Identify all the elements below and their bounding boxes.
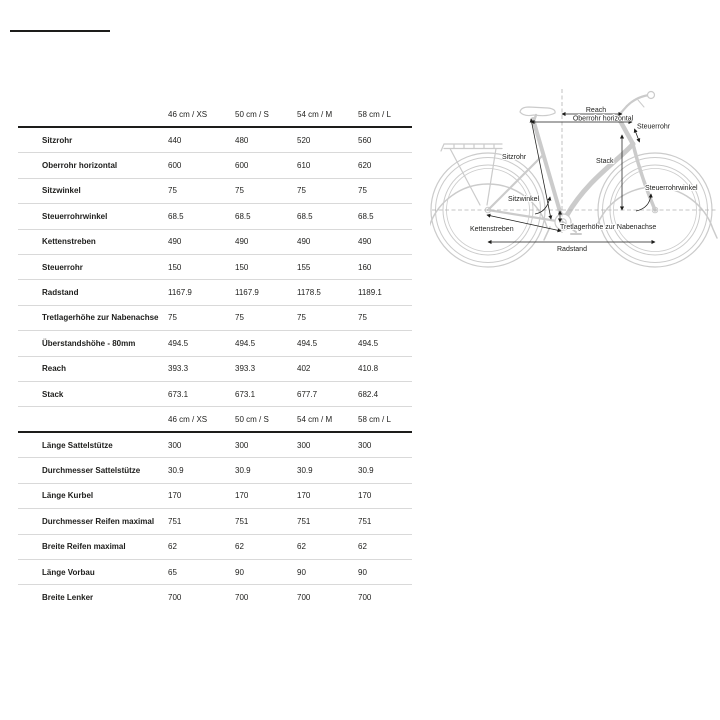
row-label: Stack	[42, 389, 64, 399]
cell-value: 90	[297, 567, 306, 577]
steuerrohr-arrow	[635, 129, 640, 142]
column-header: 50 cm / S	[235, 414, 269, 424]
cell-value: 62	[168, 542, 177, 552]
row-label: Reach	[42, 364, 67, 374]
cell-value: 75	[235, 313, 244, 323]
cell-value: 75	[297, 186, 306, 196]
table-row	[18, 280, 412, 305]
cell-value: 68.5	[297, 211, 313, 221]
table-row	[18, 331, 412, 356]
cell-value: 75	[297, 313, 306, 323]
row-label: Tretlagerhöhe zur Nabenachse	[42, 313, 159, 323]
cell-value: 494.5	[235, 338, 256, 348]
cell-value: 1178.5	[297, 288, 321, 298]
cell-value: 700	[297, 593, 311, 603]
chain-stay	[488, 210, 563, 222]
stem	[618, 106, 627, 116]
table-row	[18, 178, 412, 203]
cell-value: 393.3	[235, 364, 256, 374]
cell-value: 620	[358, 161, 372, 171]
table-row	[18, 559, 412, 584]
cell-value: 68.5	[358, 211, 374, 221]
table-row	[18, 381, 412, 406]
bike-geometry-diagram	[430, 85, 720, 270]
column-header: 50 cm / S	[235, 109, 269, 119]
cell-value: 600	[235, 161, 249, 171]
cell-value: 68.5	[235, 211, 251, 221]
cell-value: 300	[168, 440, 182, 450]
cell-value: 62	[235, 542, 244, 552]
cell-value: 1167.9	[235, 288, 259, 298]
column-header: 58 cm / L	[358, 109, 391, 119]
column-header: 46 cm / XS	[168, 414, 208, 424]
down-tube	[567, 144, 633, 215]
cell-value: 170	[168, 491, 182, 501]
row-label: Länge Vorbau	[42, 567, 95, 577]
component-spec-table	[18, 407, 412, 610]
table-row	[18, 127, 412, 153]
empty-header-cell	[18, 407, 168, 432]
cell-value: 150	[168, 262, 182, 272]
cell-value: 490	[235, 237, 249, 247]
row-label: Durchmesser Sattelstütze	[42, 466, 141, 476]
cell-value: 494.5	[358, 338, 379, 348]
cell-value: 751	[358, 516, 372, 526]
table-row	[18, 254, 412, 279]
cell-value: 673.1	[168, 389, 189, 399]
cell-value: 75	[235, 186, 244, 196]
cell-value: 1167.9	[168, 288, 192, 298]
cell-value: 402	[297, 364, 311, 374]
rack-struts	[450, 149, 496, 206]
cell-value: 494.5	[168, 338, 189, 348]
row-label: Überstandshöhe - 80mm	[42, 338, 136, 348]
diagram-label-sitzwinkel: Sitzwinkel	[508, 196, 540, 203]
table-row	[18, 585, 412, 610]
cell-value: 300	[358, 440, 372, 450]
diagram-label-kettenstreben: Kettenstreben	[470, 226, 514, 233]
cell-value: 170	[358, 491, 372, 501]
cell-value: 610	[297, 161, 311, 171]
table-row	[18, 305, 412, 330]
cell-value: 170	[297, 491, 311, 501]
cell-value: 300	[235, 440, 249, 450]
cell-value: 170	[235, 491, 249, 501]
cell-value: 700	[235, 593, 249, 603]
cell-value: 160	[358, 262, 372, 272]
cell-value: 75	[168, 313, 177, 323]
cell-value: 440	[168, 135, 182, 145]
frame-geometry-table	[18, 102, 412, 407]
cell-value: 30.9	[168, 466, 184, 476]
cell-value: 673.1	[235, 389, 256, 399]
cell-value: 65	[168, 567, 177, 577]
row-label: Radstand	[42, 288, 79, 298]
diagram-label-steuerrohrwinkel: Steuerrohrwinkel	[645, 185, 698, 192]
cell-value: 751	[235, 516, 249, 526]
column-header: 54 cm / M	[297, 109, 333, 119]
diagram-label-sitzrohr: Sitzrohr	[502, 154, 527, 161]
cell-value: 90	[235, 567, 244, 577]
cell-value: 520	[297, 135, 311, 145]
cell-value: 480	[235, 135, 249, 145]
cell-value: 682.4	[358, 389, 379, 399]
row-label: Steuerrohr	[42, 262, 83, 272]
row-label: Steuerrohrwinkel	[42, 211, 108, 221]
table-row	[18, 483, 412, 508]
cell-value: 677.7	[297, 389, 318, 399]
cell-value: 75	[358, 186, 367, 196]
kickstand	[544, 227, 550, 240]
table-row	[18, 229, 412, 254]
diagram-label-steuerrohr: Steuerrohr	[637, 123, 671, 131]
cell-value: 490	[168, 237, 182, 247]
cell-value: 90	[358, 567, 367, 577]
seat-tube	[533, 119, 563, 222]
cell-value: 75	[168, 186, 177, 196]
top-left-rule	[10, 30, 110, 32]
cell-value: 30.9	[235, 466, 251, 476]
cell-value: 62	[297, 542, 306, 552]
empty-header-cell	[18, 102, 168, 127]
table-row	[18, 153, 412, 178]
cell-value: 410.8	[358, 364, 379, 374]
cell-value: 700	[168, 593, 182, 603]
cell-value: 560	[358, 135, 372, 145]
column-header: 54 cm / M	[297, 414, 333, 424]
cell-value: 751	[297, 516, 311, 526]
cell-value: 155	[297, 262, 311, 272]
row-label: Oberrohr horizontal	[42, 161, 118, 171]
cell-value: 30.9	[297, 466, 313, 476]
cell-value: 1189.1	[358, 288, 382, 298]
table-row	[18, 534, 412, 559]
column-header: 46 cm / XS	[168, 109, 208, 119]
table-row	[18, 458, 412, 483]
cell-value: 494.5	[297, 338, 318, 348]
cell-value: 68.5	[168, 211, 184, 221]
row-label: Länge Kurbel	[42, 491, 94, 501]
diagram-label-tretlagerhoehe: Tretlagerhöhe zur Nabenachse	[560, 224, 657, 231]
cell-value: 30.9	[358, 466, 374, 476]
cell-value: 75	[358, 313, 367, 323]
diagram-label-oberrohr: Oberrohr horizontal	[572, 115, 634, 123]
cell-value: 62	[358, 542, 367, 552]
header-row	[18, 102, 412, 127]
cell-value: 150	[235, 262, 249, 272]
row-label: Kettenstreben	[42, 237, 96, 247]
cell-value: 393.3	[168, 364, 189, 374]
header-row	[18, 407, 412, 432]
cell-value: 490	[297, 237, 311, 247]
row-label: Breite Lenker	[42, 593, 94, 603]
table-row	[18, 509, 412, 534]
cell-value: 700	[358, 593, 372, 603]
diagram-label-reach: Reach	[585, 107, 607, 114]
diagram-label-stack: Stack	[596, 158, 614, 165]
row-label: Sitzrohr	[42, 135, 73, 145]
row-label: Durchmesser Reifen maximal	[42, 516, 155, 526]
cell-value: 600	[168, 161, 182, 171]
saddle	[520, 107, 555, 116]
row-label: Breite Reifen maximal	[42, 542, 126, 552]
table-row	[18, 432, 412, 458]
diagram-label-radstand: Radstand	[557, 246, 587, 253]
handlebar-grip	[648, 92, 655, 99]
cell-value: 490	[358, 237, 372, 247]
cell-value: 751	[168, 516, 182, 526]
column-header: 58 cm / L	[358, 414, 391, 424]
cell-value: 300	[297, 440, 311, 450]
row-label: Länge Sattelstütze	[42, 440, 113, 450]
table-row	[18, 204, 412, 229]
brake-lever	[638, 100, 644, 107]
table-row	[18, 356, 412, 381]
row-label: Sitzwinkel	[42, 186, 81, 196]
